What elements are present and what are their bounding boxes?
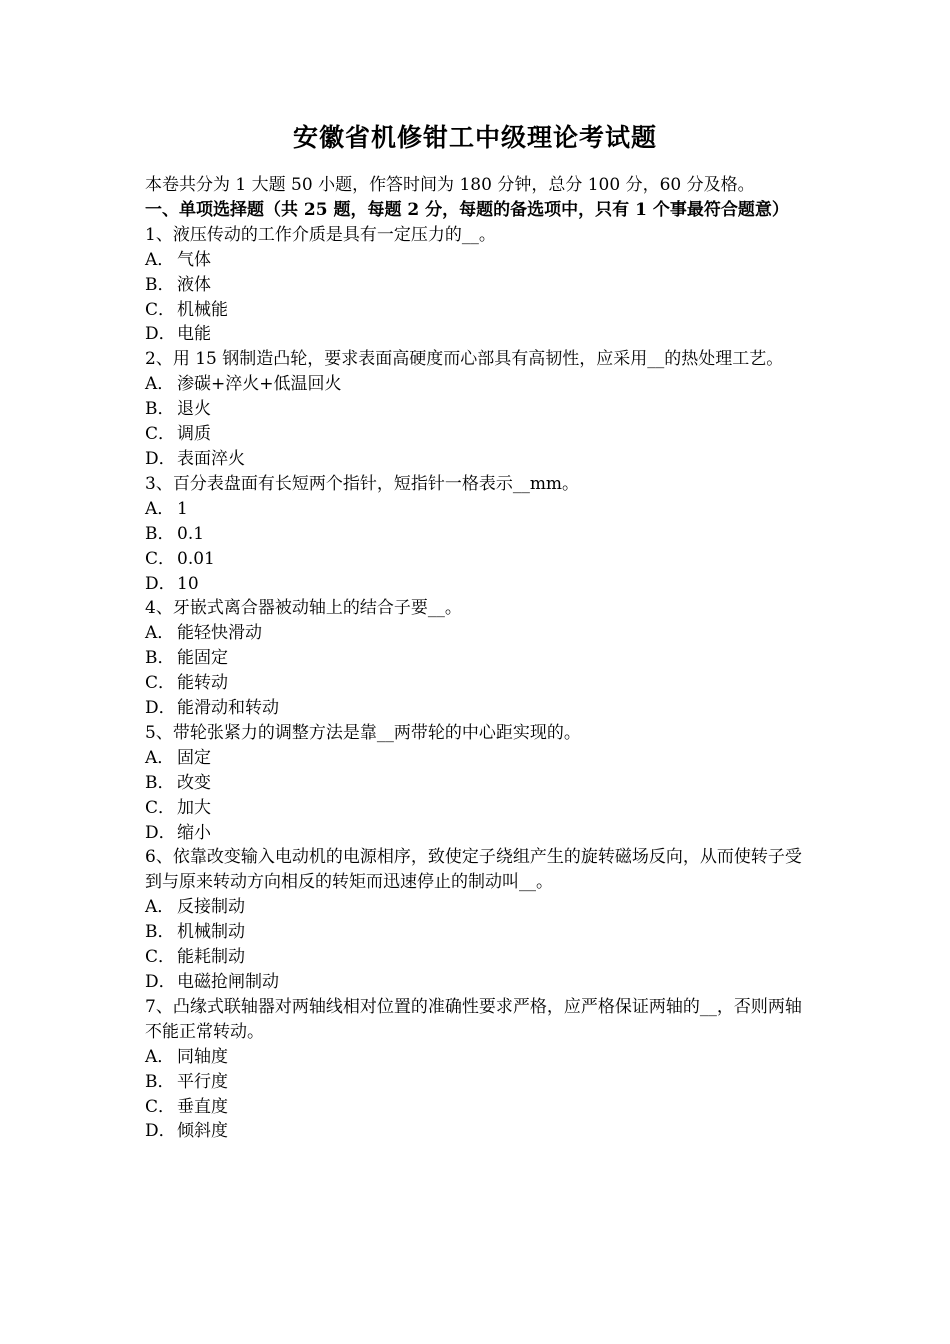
option-text: 能滑动和转动 (177, 698, 279, 719)
document-body (145, 173, 810, 1144)
option-c (145, 945, 810, 970)
option-letter: B． (145, 399, 175, 420)
option-b (145, 920, 810, 945)
option-letter: A． (145, 498, 175, 519)
option-letter: C． (145, 673, 176, 694)
option-b (145, 273, 810, 298)
option-text: 反接制动 (177, 897, 245, 918)
option-text: 渗碳+淬火+低温回火 (177, 374, 342, 395)
option-letter: B． (145, 523, 175, 544)
option-a (145, 248, 810, 273)
option-text: 缩小 (177, 822, 211, 843)
option-letter: D． (145, 972, 176, 992)
question-text: 3、百分表盘面有长短两个指针，短指针一格表示__mm。 (145, 473, 580, 494)
option-text: 能耗制动 (177, 947, 245, 968)
option-letter: B． (145, 772, 175, 793)
option-c (145, 547, 810, 572)
question-text: 5、带轮张紧力的调整方法是靠__两带轮的中心距实现的。 (145, 722, 581, 743)
question-text: 4、牙嵌式离合器被动轴上的结合子要__。 (145, 598, 462, 619)
document-title: 安徽省机修钳工中级理论考试题 (292, 123, 657, 152)
option-text: 能固定 (177, 648, 228, 669)
option-text: 固定 (177, 747, 211, 768)
option-c (145, 796, 810, 821)
option-a (145, 1045, 810, 1070)
option-letter: D． (145, 448, 176, 469)
option-letter: A． (145, 897, 175, 918)
option-text: 调质 (177, 424, 211, 445)
option-d (145, 1119, 810, 1144)
option-text: 0.01 (177, 548, 215, 569)
option-text: 机械能 (177, 299, 228, 320)
option-d (145, 821, 810, 846)
option-letter: C． (145, 424, 176, 445)
option-a (145, 372, 810, 397)
question-text: 1、液压传动的工作介质是具有一定压力的__。 (145, 224, 496, 245)
option-letter: B． (145, 274, 175, 295)
option-letter: B． (145, 1071, 175, 1092)
question-text: 6、依靠改变输入电动机的电源相序，致使定子绕组产生的旋转磁场反向，从而使转子受到与原来转动方向相反的转矩而迅速停止的制动叫__。 (145, 847, 802, 893)
option-text: 电能 (177, 324, 211, 345)
option-text: 倾斜度 (177, 1121, 228, 1142)
option-d (145, 322, 810, 347)
option-c (145, 298, 810, 323)
option-text: 1 (177, 498, 188, 519)
question-5 (145, 721, 810, 846)
option-letter: B． (145, 922, 175, 943)
option-text: 能轻快滑动 (177, 623, 262, 644)
question-2 (145, 347, 810, 472)
option-b (145, 646, 810, 671)
question-6 (145, 845, 810, 994)
question-3 (145, 472, 810, 597)
option-letter: A． (145, 374, 175, 395)
option-d (145, 970, 810, 995)
question-7 (145, 995, 810, 1144)
question-text: 7、凸缘式联轴器对两轴线相对位置的准确性要求严格，应严格保证两轴的__，否则两轴不能正常转动。 (145, 996, 802, 1042)
option-letter: A． (145, 249, 175, 270)
option-letter: C． (145, 947, 176, 968)
section-heading: 一、单项选择题（共 25 题，每题 2 分，每题的备选项中，只有 1 个事最符合题意） (145, 199, 789, 220)
option-a (145, 497, 810, 522)
option-text: 能转动 (177, 673, 228, 694)
option-letter: D． (145, 573, 176, 594)
option-letter: C． (145, 548, 176, 569)
option-letter: C． (145, 797, 176, 818)
option-letter: B． (145, 648, 175, 669)
option-c (145, 1095, 810, 1120)
option-a (145, 895, 810, 920)
question-1 (145, 223, 810, 348)
option-text: 退火 (177, 399, 211, 420)
option-text: 加大 (177, 797, 211, 818)
option-letter: A． (145, 747, 175, 768)
option-text: 电磁抢闸制动 (177, 972, 279, 992)
question-4 (145, 596, 810, 721)
option-letter: C． (145, 1096, 176, 1117)
option-letter: D． (145, 698, 176, 719)
option-a (145, 746, 810, 771)
option-text: 气体 (177, 249, 211, 270)
option-text: 液体 (177, 274, 211, 295)
option-text: 平行度 (177, 1071, 228, 1092)
option-d (145, 447, 810, 472)
option-b (145, 1070, 810, 1095)
option-text: 10 (177, 573, 199, 594)
option-c (145, 422, 810, 447)
option-letter: A． (145, 1046, 175, 1067)
option-text: 改变 (177, 772, 211, 793)
question-text: 2、用 15 钢制造凸轮，要求表面高硬度而心部具有高韧性，应采用__的热处理工艺。 (145, 349, 784, 370)
option-b (145, 771, 810, 796)
option-letter: D． (145, 822, 176, 843)
option-letter: D． (145, 324, 176, 345)
exam-intro: 本卷共分为 1 大题 50 小题，作答时间为 180 分钟，总分 100 分，60 分及格。 (145, 175, 755, 195)
option-letter: C． (145, 299, 176, 320)
option-letter: D． (145, 1121, 176, 1142)
option-d (145, 696, 810, 721)
option-text: 垂直度 (177, 1096, 228, 1117)
option-b (145, 397, 810, 422)
option-text: 0.1 (177, 523, 205, 544)
option-c (145, 671, 810, 696)
option-a (145, 621, 810, 646)
option-text: 机械制动 (177, 922, 245, 943)
option-b (145, 522, 810, 547)
option-d (145, 572, 810, 597)
option-letter: A． (145, 623, 175, 644)
option-text: 同轴度 (177, 1046, 228, 1067)
option-text: 表面淬火 (177, 448, 245, 469)
